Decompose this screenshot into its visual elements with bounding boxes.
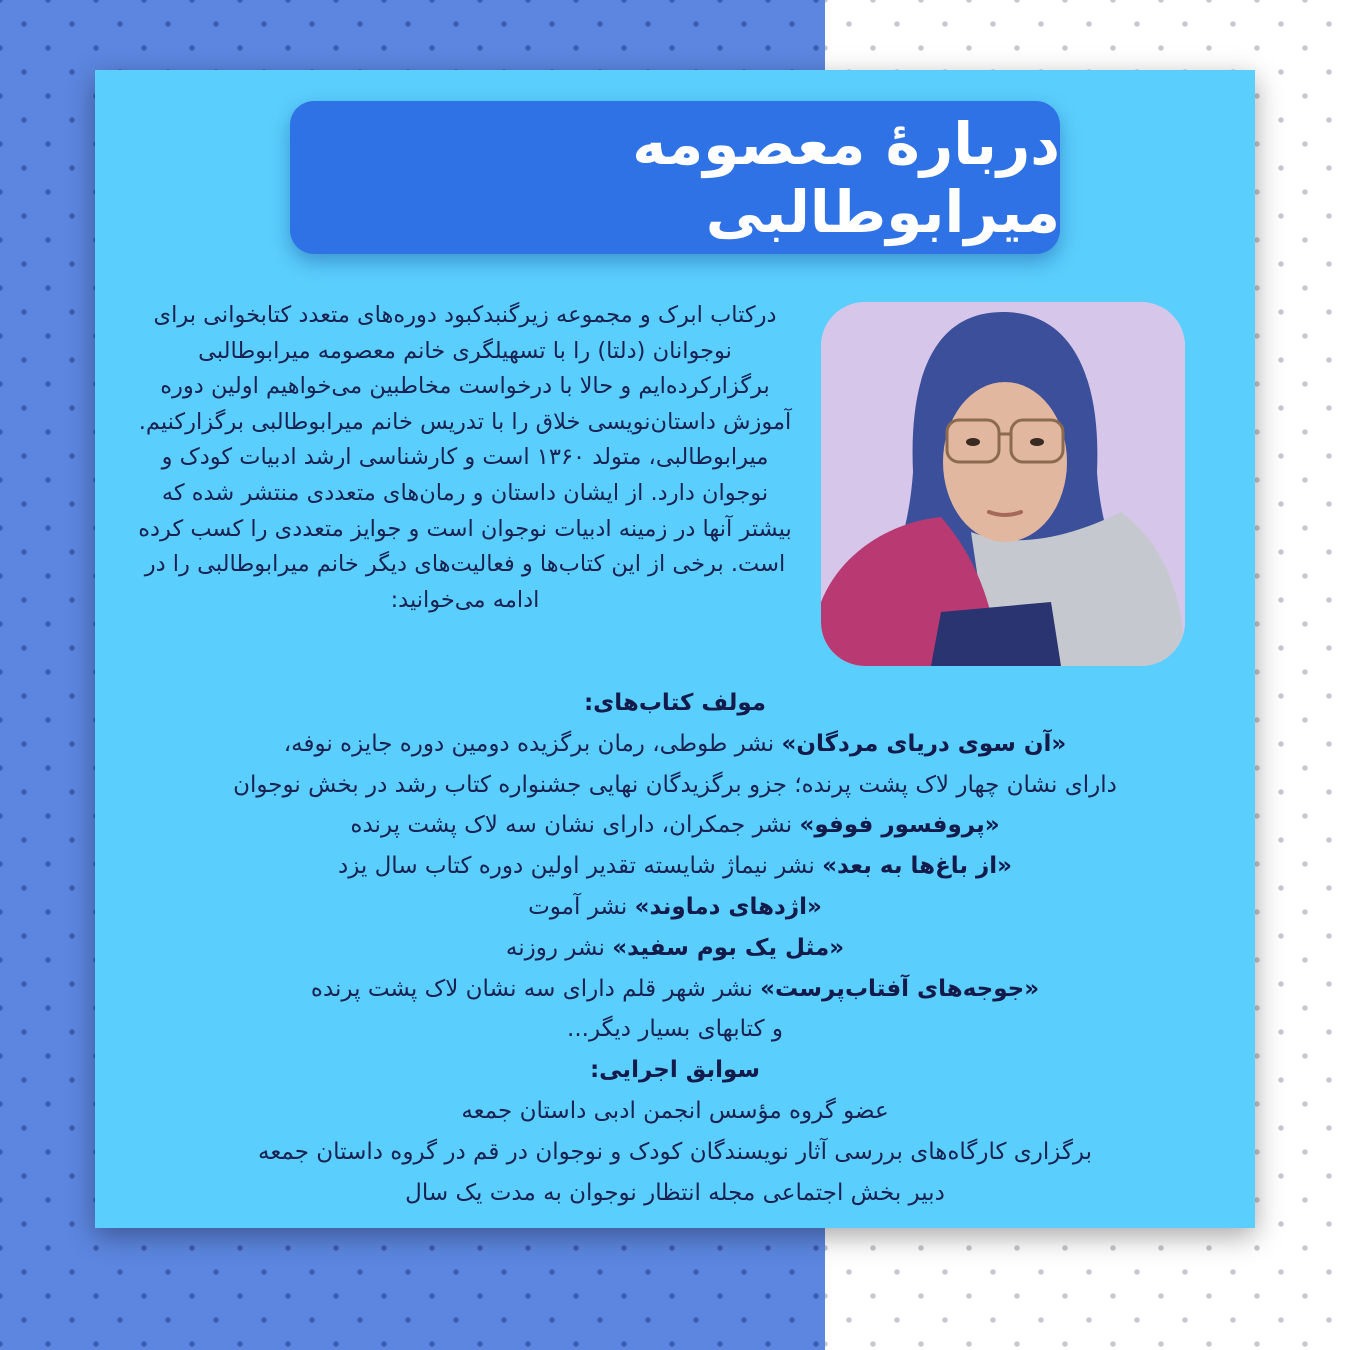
- intro-text: [135, 298, 795, 618]
- book-title: «پروفسور فوفو»: [799, 812, 1000, 839]
- books-heading: مولف کتاب‌های:: [583, 690, 767, 716]
- book-line: [115, 928, 1235, 969]
- book-line: [115, 724, 1235, 765]
- book-title: «جوجه‌های آفتاب‌پرست»: [760, 975, 1040, 1002]
- book-line: [115, 846, 1235, 887]
- details-section: [115, 683, 1235, 1213]
- exec-heading: سوابق اجرایی:: [589, 1057, 761, 1084]
- exec-item: برگزاری کارگاه‌های بررسی آثار نویسندگان کودک و نوجوان در قم در گروه داستان جمعه: [257, 1138, 1092, 1165]
- book-detail: نشر جمکران، دارای نشان سه لاک پشت پرنده: [350, 812, 800, 839]
- author-photo: [821, 302, 1185, 666]
- title-banner: [290, 101, 1060, 254]
- book-detail: و کتابهای بسیار دیگر...: [567, 1016, 783, 1043]
- page-title: دربارهٔ معصومه میرابوطالبی: [632, 109, 1060, 246]
- content-card: [95, 70, 1255, 1228]
- book-line: [115, 805, 1235, 846]
- book-detail: نشر نیماژ شایسته تقدیر اولین دوره کتاب سال یزد: [337, 853, 823, 880]
- book-detail: نشر طوطی، رمان برگزیده دومین دوره جایزه نوفه،: [283, 730, 782, 757]
- book-detail: نشر آموت: [528, 893, 635, 920]
- book-line: [115, 969, 1235, 1010]
- exec-item: دبیر بخش اجتماعی مجله انتظار نوجوان به مدت یک سال: [405, 1179, 945, 1206]
- intro-paragraph-2: میرابوطالبی، متولد ۱۳۶۰ است و کارشناسی ارشد ادبیات کودک و نوجوان دارد. از ایشان داستان و رمان‌های متعددی منتشر شده که بیشتر آنها در زمینه ادبیات نوجوان است و جوایز متعددی را کسب کرده است. برخی از این کتاب‌ها و فعالیت‌های دیگر خانم میرابوطالبی را در ادامه می‌خوانید:: [138, 444, 792, 613]
- book-line: [115, 1009, 1235, 1050]
- book-detail: دارای نشان چهار لاک پشت پرنده؛ جزو برگزیدگان نهایی جشنواره کتاب رشد در بخش نوجوان: [233, 771, 1117, 798]
- book-title: «اژدهای دماوند»: [634, 893, 822, 920]
- book-title: «مثل یک بوم سفید»: [612, 934, 845, 961]
- book-detail: نشر شهر قلم دارای سه نشان لاک پشت پرنده: [310, 975, 761, 1002]
- book-line: [115, 765, 1235, 806]
- exec-item: عضو گروه مؤسس انجمن ادبی داستان جمعه: [461, 1097, 889, 1124]
- book-title: «از باغ‌ها به بعد»: [822, 853, 1013, 880]
- intro-paragraph-1: درکتاب ابرک و مجموعه زیرگنبدکبود دوره‌های متعدد کتابخوانی برای نوجوانان (دلتا) را با تسهیلگری خانم معصومه میرابوطالبی برگزارکرده‌ایم و حالا با درخواست مخاطبین می‌خواهیم اولین دوره آموزش داستان‌نویسی خلاق را با تدریس خانم میرابوطالبی برگزارکنیم.: [138, 302, 792, 435]
- book-line: [115, 887, 1235, 928]
- book-detail: نشر روزنه: [505, 934, 613, 961]
- book-title: «آن سوی دریای مردگان»: [781, 730, 1067, 757]
